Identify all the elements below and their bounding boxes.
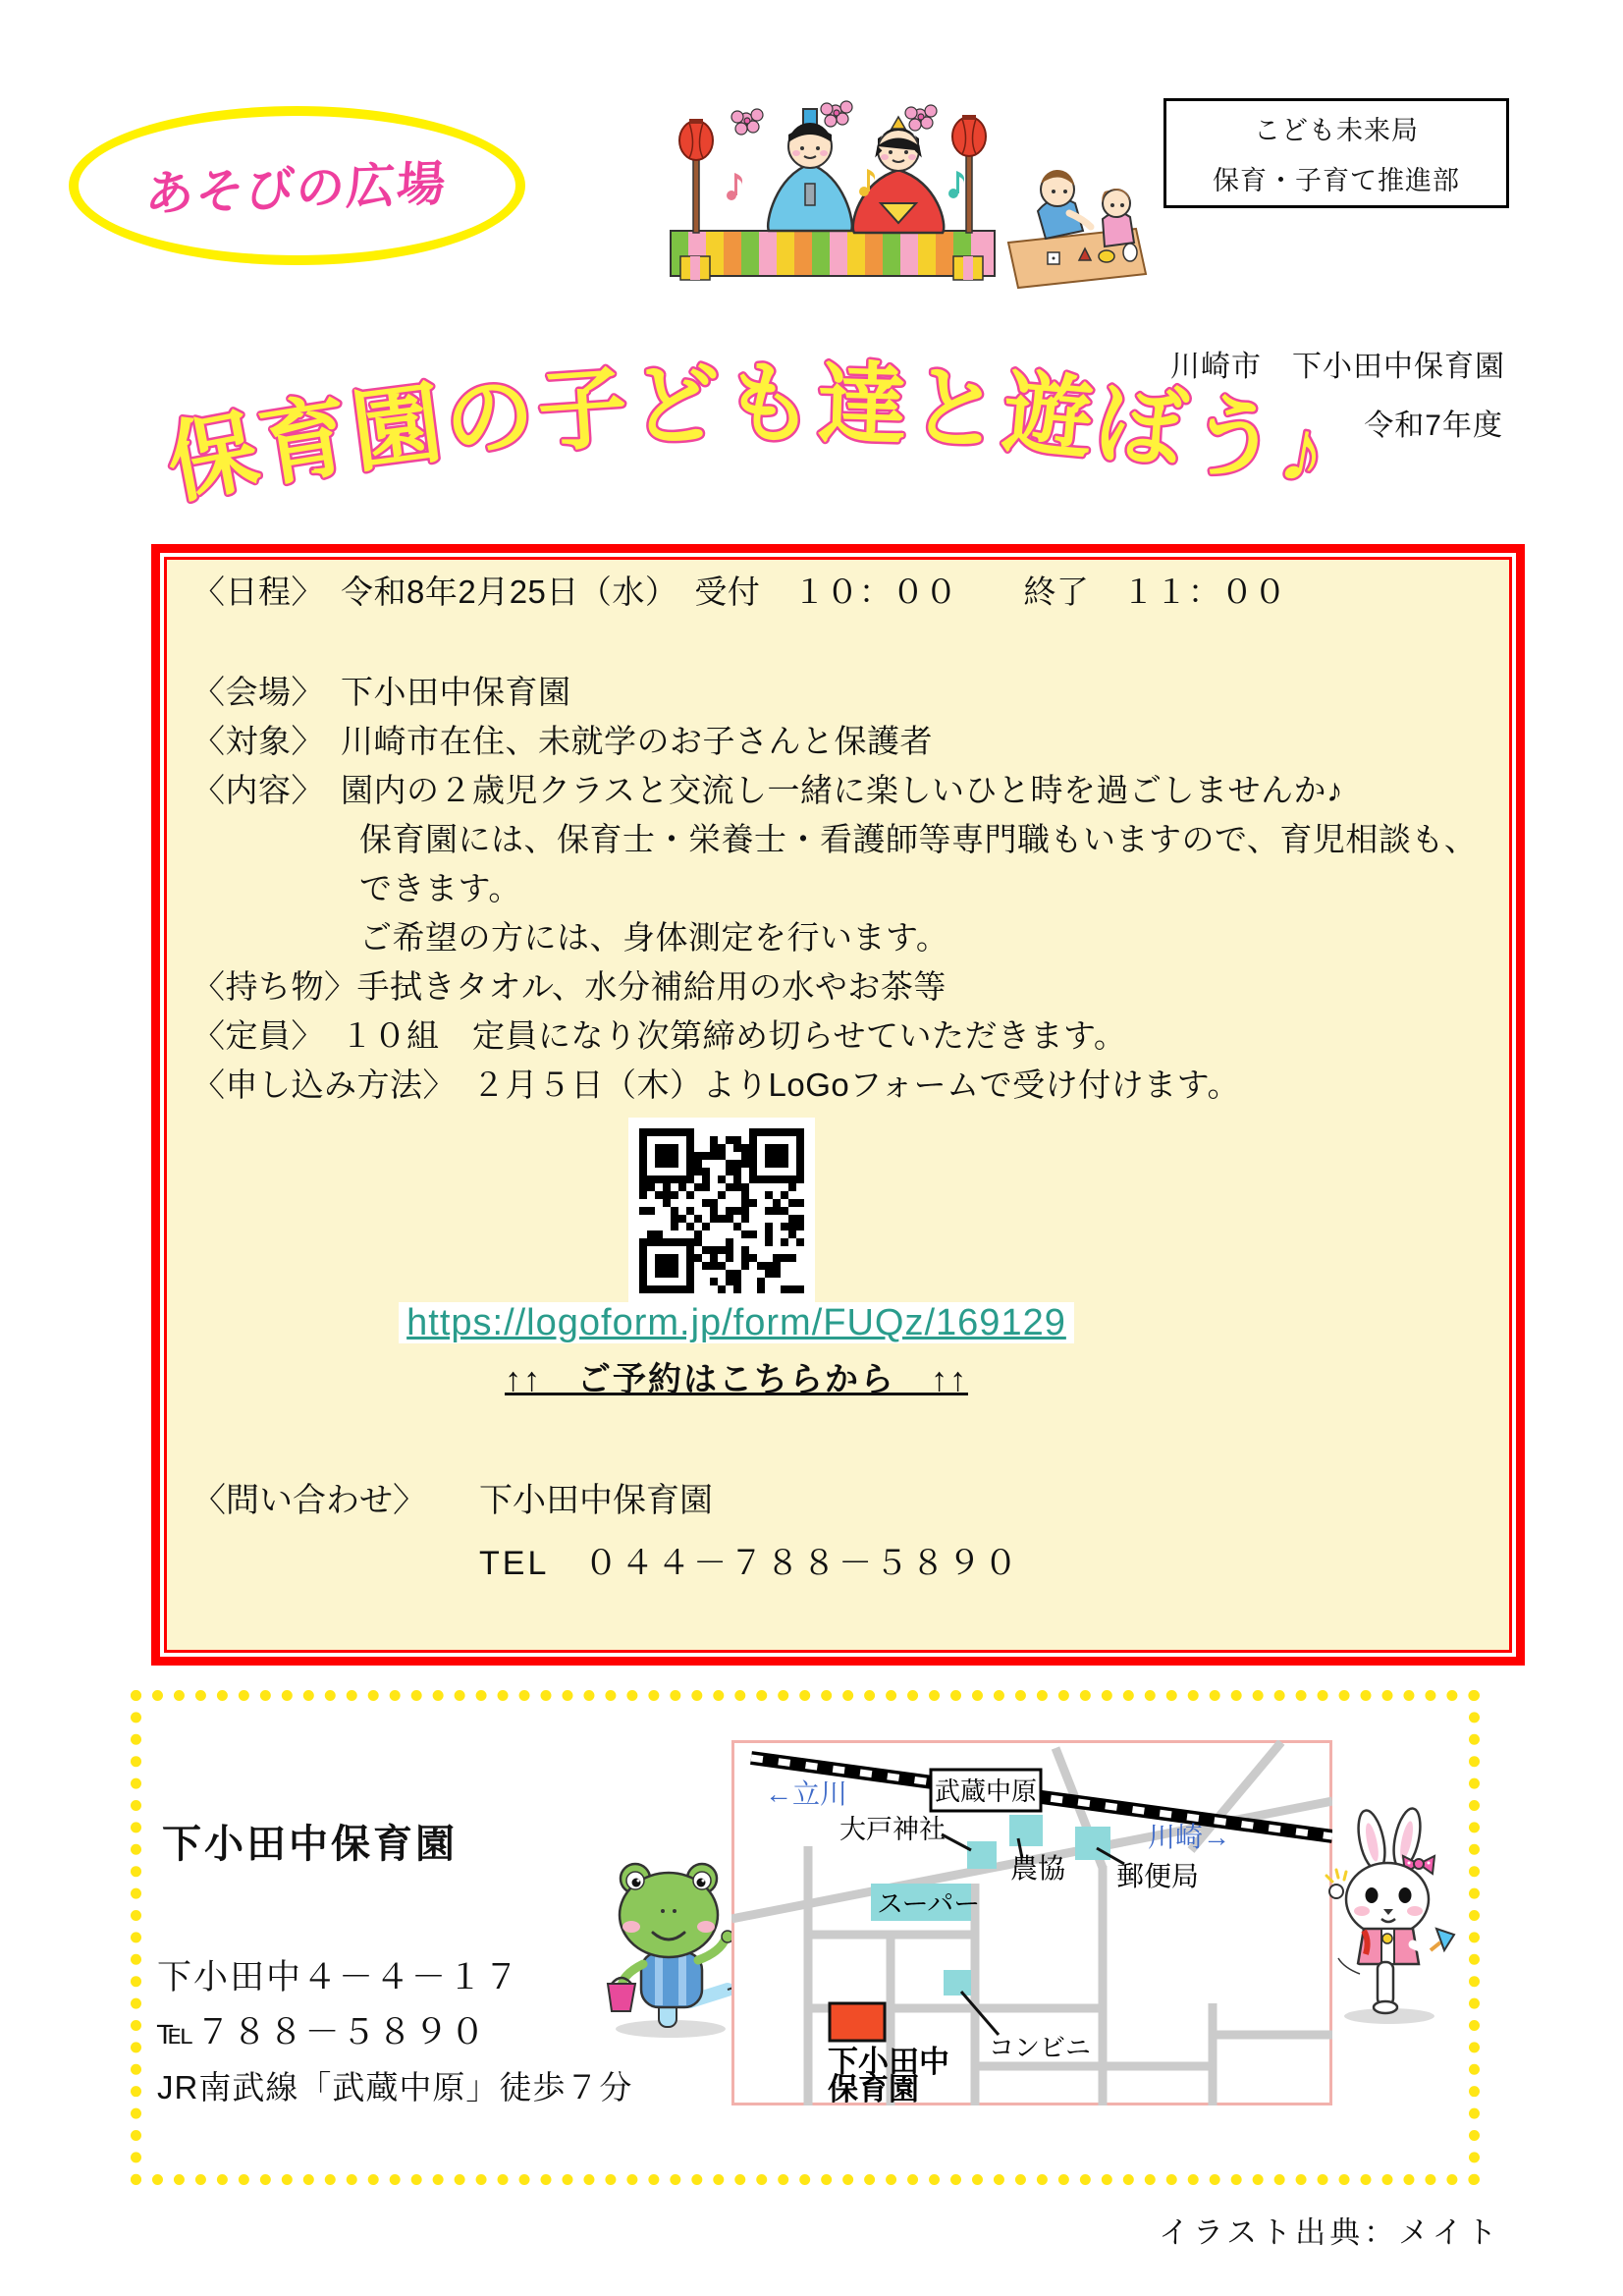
event-badge-label: あそびの広場 — [143, 157, 450, 222]
map-coop-label: 農協 — [1010, 1853, 1066, 1884]
map-direction-left: ←立川 — [765, 1778, 848, 1809]
svg-text:保育園の子ども達と遊ぼう♪ — [160, 355, 1337, 515]
info-row-content: 〈内容〉 園内の２歳児クラスと交流し一緒に楽しいひと時を過ごしませんか♪ — [192, 772, 1344, 808]
map-convenience-label: コンビニ — [989, 2033, 1092, 2062]
contact-block — [192, 1475, 1020, 1589]
event-badge-oval — [69, 106, 525, 265]
reservation-block — [196, 1302, 1276, 1400]
rabbit-mascot-illustration — [1321, 1807, 1458, 2028]
contact-name: 下小田中保育園 — [479, 1482, 713, 1519]
facility-address: 下小田中４－４－１７ — [157, 1958, 521, 1996]
info-row-content3: できます。 — [359, 870, 521, 906]
map-direction-right: 川崎→ — [1148, 1822, 1231, 1852]
hina-empress-doll — [853, 117, 944, 233]
facility-tel: ℡７８８－５８９０ — [157, 2013, 487, 2051]
access-map — [731, 1740, 1332, 2105]
contact-label: 〈問い合わせ〉 — [192, 1482, 426, 1519]
department-line1: こども未来局 — [1254, 116, 1419, 145]
reservation-note: ↑↑ ご予約はこちらから ↑↑ — [505, 1361, 968, 1398]
info-row-venue: 〈会場〉 下小田中保育園 — [192, 674, 571, 710]
contact-row — [192, 1475, 1020, 1526]
station-label: 武蔵中原 — [934, 1777, 1038, 1806]
department-line2: 保育・子育て推進部 — [1213, 166, 1460, 195]
hina-emperor-doll — [768, 109, 852, 231]
contact-tel: TEL ０４４－７８８－５８９０ — [479, 1545, 1021, 1582]
info-row-content2: 保育園には、保育士・栄養士・看護師等専門職もいますので、育児相談も、 — [359, 821, 1478, 857]
fiscal-year: 令和7年度 — [1364, 410, 1503, 442]
organization-name: 川崎市 下小田中保育園 — [1170, 351, 1505, 383]
map-shrine-label: 大戸神社 — [839, 1815, 946, 1844]
map-destination-label1: 下小田中 — [828, 2045, 949, 2079]
info-row-content4: ご希望の方には、身体測定を行います。 — [359, 919, 949, 956]
qr-code — [628, 1118, 815, 1304]
facility-route: JR南武線「武蔵中原」徒歩７分 — [157, 2069, 633, 2105]
reservation-link[interactable]: https://logoform.jp/form/FUQz/169129 — [399, 1302, 1074, 1343]
map-supermarket-label: スーパー — [877, 1889, 981, 1919]
map-destination-label2: 保育園 — [828, 2072, 919, 2105]
department-box — [1163, 98, 1509, 208]
lantern-left-icon — [679, 119, 713, 280]
map-destination-square — [830, 2003, 885, 2041]
main-title — [137, 346, 1561, 552]
illustration-credit: イラスト出典：メイト — [1159, 2215, 1501, 2250]
hinamatsuri-illustration — [663, 93, 1154, 295]
map-station-box — [931, 1770, 1041, 1811]
info-row-target: 〈対象〉 川崎市在住、未就学のお子さんと保護者 — [192, 723, 933, 759]
main-title-text: 保育園の子ども達と遊ぼう♪ — [159, 355, 1337, 516]
facility-name: 下小田中保育園 — [162, 1823, 458, 1866]
info-row-capacity: 〈定員〉 １０組 定員になり次第締め切らせていただきます。 — [192, 1017, 1127, 1054]
frog-mascot-illustration — [584, 1854, 756, 2041]
children-playing-illustration — [1008, 170, 1146, 288]
map-post-office-label: 郵便局 — [1116, 1861, 1200, 1891]
info-row-application: 〈申し込み方法〉 ２月５日（木）よりLoGoフォームで受け付けます。 — [192, 1066, 1240, 1103]
info-row-schedule: 〈日程〉 令和8年2月25日（水） 受付 １０：００ 終了 １１：００ — [192, 574, 1287, 610]
info-row-items: 〈持ち物〉手拭きタオル、水分補給用の水やお茶等 — [192, 968, 947, 1005]
hina-platform — [671, 231, 995, 276]
